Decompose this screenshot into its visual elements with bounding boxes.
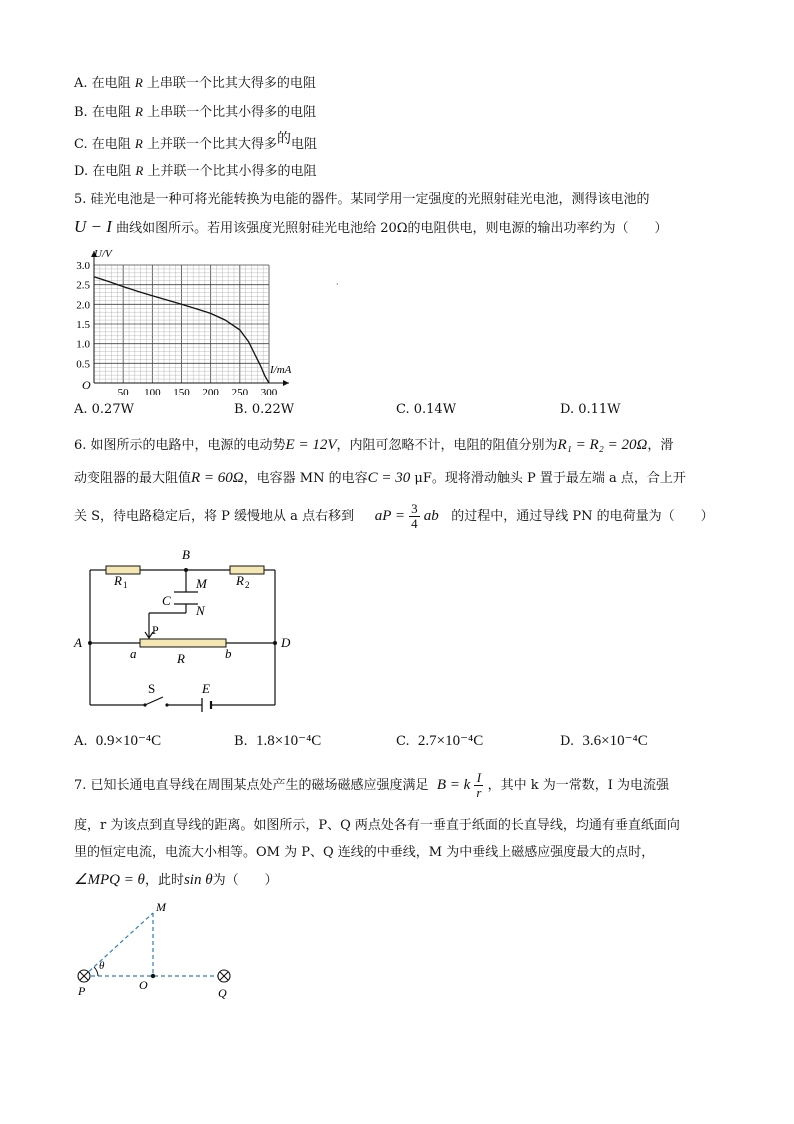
svg-text:O: O: [139, 978, 148, 992]
svg-text:2: 2: [245, 580, 250, 590]
y-tick-label: 3.0: [76, 260, 90, 272]
q4-option-a: A. 在电阻 R 上串联一个比其大得多的电阻: [74, 75, 316, 91]
svg-text:C: C: [162, 593, 171, 608]
svg-text:R: R: [177, 651, 185, 666]
wires-figure: [70, 895, 250, 1000]
rheostat-r: [140, 639, 226, 647]
q7-stem-line4: ∠MPQ = θ，此时sin θ为（ ）: [74, 872, 278, 888]
q6-option-d: D. 3.6×10⁻⁴C: [560, 733, 648, 749]
q7-stem-line3: 里的恒定电流，电流大小相等。OM 为 P、Q 连线的中垂线，M 为中垂线上磁感应强度最大的点时，: [74, 845, 655, 860]
y-tick-label: 1.5: [76, 319, 90, 331]
svg-text:θ: θ: [99, 960, 105, 972]
svg-text:a: a: [130, 646, 137, 661]
svg-text:M: M: [156, 900, 166, 914]
svg-text:R: R: [236, 573, 244, 588]
x-tick-label: 150: [173, 387, 190, 395]
q6-option-a: A. 0.9×10⁻⁴C: [74, 733, 162, 749]
q6-stem-line3: 关 S，待电路稳定后，将 P 缓慢地从 a 点右移到 aP = $\frac{3}{4}$ ab 的过程中，通过导线 PN 的电荷量为（ ）: [74, 501, 714, 531]
circuit-diagram: [70, 545, 300, 720]
x-tick-label: 300: [260, 387, 278, 395]
svg-text:P: P: [152, 623, 159, 637]
svg-text:P: P: [78, 984, 86, 998]
stray-dot: ·: [336, 280, 339, 289]
y-tick-label: 2.5: [76, 279, 90, 292]
resistor-r1: [106, 566, 140, 574]
svg-text:M: M: [196, 576, 207, 591]
q6-stem-line2: 动变阻器的最大阻值R = 60Ω，电容器 MN 的电容C = 30 μF。现将滑动触头 P 置于最左端 a 点，合上开: [74, 470, 686, 486]
x-tick-label: 200: [202, 387, 219, 395]
b-fraction: $\frac{I}{r}$: [476, 770, 482, 800]
svg-text:Q: Q: [218, 986, 227, 1000]
svg-text:E: E: [202, 681, 210, 696]
svg-text:D: D: [281, 635, 291, 650]
svg-text:1: 1: [123, 580, 128, 590]
ap-fraction: $\frac{3}{4}$: [411, 501, 418, 531]
q4-option-c: C. 在电阻 R 上并联一个比其大得多的电阻: [74, 131, 318, 152]
x-axis-arrow: [283, 380, 289, 386]
q4-option-b: B. 在电阻 R 上串联一个比其小得多的电阻: [74, 104, 317, 120]
x-tick-label: 100: [144, 387, 161, 395]
q5-stem-line2: U − I 曲线如图所示。若用该强度光照射硅光电池给 20Ω的电阻供电，则电源的输出功率约为（ ）: [74, 217, 668, 236]
chart-axes: [91, 251, 289, 386]
q6-stem-line1: 6. 如图所示的电路中，电源的电动势E = 12V，内阻可忽略不计，电阻的阻值分别为R₁ = R₂ = 20Ω，滑: [74, 437, 674, 453]
q6-option-c: C. 2.7×10⁻⁴C: [396, 733, 484, 749]
q6-option-b: B. 1.8×10⁻⁴C: [234, 733, 322, 749]
q5-option-a: A. 0.27W: [74, 402, 134, 417]
svg-text:B: B: [182, 547, 190, 562]
svg-text:S: S: [148, 681, 156, 696]
chart-ylabel: U/V: [94, 248, 112, 260]
q4-option-d: D. 在电阻 R 上并联一个比其小得多的电阻: [74, 163, 317, 179]
q5-option-d: D. 0.11W: [560, 402, 621, 417]
y-tick-label: 0.5: [76, 358, 90, 371]
q5-option-b: B. 0.22W: [234, 402, 295, 417]
chart-grid: [94, 265, 269, 383]
chart-origin: O: [82, 378, 91, 392]
x-tick-label: 250: [231, 387, 249, 395]
wire-q-into-page-icon: [218, 970, 230, 982]
x-tick-label: 50: [117, 387, 129, 395]
q7-stem-line2: 度，r 为该点到直导线的距离。如图所示，P、Q 两点处各有一垂直于纸面的长直导线，均通有垂直纸面向: [74, 818, 680, 833]
u-i-chart: [70, 245, 310, 395]
wire-p-into-page-icon: [78, 970, 90, 982]
q5-stem-line1: 5. 硅光电池是一种可将光能转换为电能的器件。某同学用一定强度的光照射硅光电池，测得该电池的: [74, 192, 650, 207]
q7-stem-line1: 7. 已知长通电直导线在周围某点处产生的磁场磁感应强度满足 B = k $\frac{I}{r}$ ，其中 k 为一常数，I 为电流强: [74, 770, 670, 800]
chart-xlabel: I/mA: [270, 364, 292, 376]
svg-text:R: R: [114, 573, 122, 588]
svg-text:b: b: [225, 646, 232, 661]
y-tick-label: 2.0: [76, 299, 90, 312]
svg-text:N: N: [196, 603, 205, 618]
svg-text:A: A: [74, 635, 82, 650]
y-tick-label: 1.0: [76, 338, 90, 351]
q5-option-c: C. 0.14W: [396, 402, 457, 417]
